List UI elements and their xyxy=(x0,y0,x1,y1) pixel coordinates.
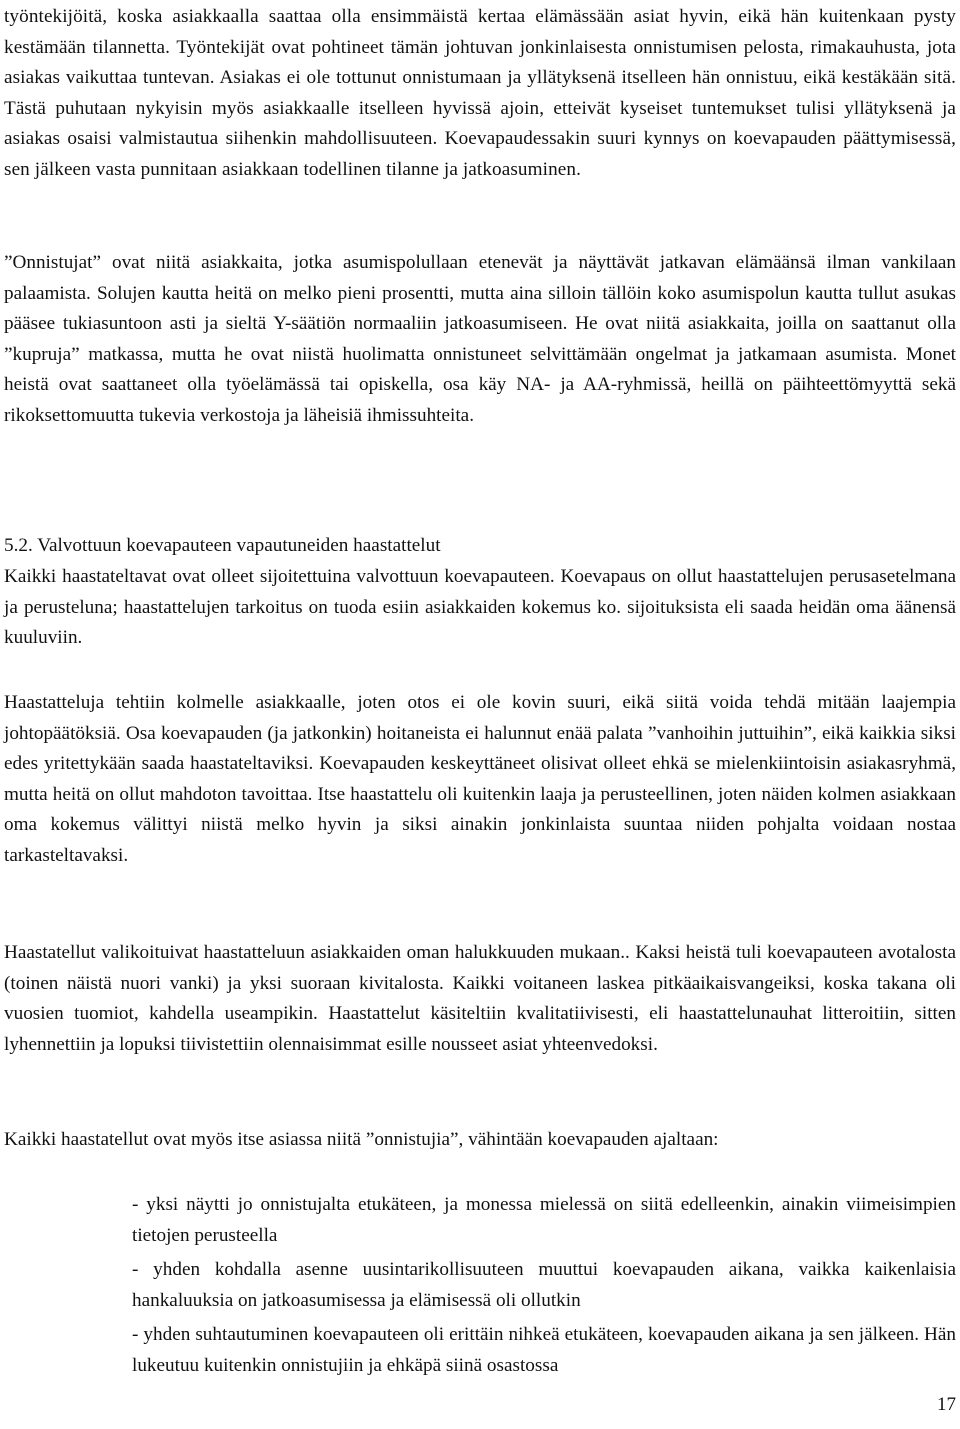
interviewee-list xyxy=(132,1190,956,1386)
list-item: - yhden kohdalla asenne uusintarikollisuuteen muuttui koevapauden aikana, vaikka kaikenlaisia hankaluuksia on jatkoasumisessa ja elämisessä oli ollutkin xyxy=(132,1259,956,1311)
body-paragraph-onnistujat: ”Onnistujat” ovat niitä asiakkaita, jotka asumispolullaan etenevät ja näyttävät jatkavan elämäänsä ilman vankilaan palaamista. Solujen kautta heitä on melko pieni prosentti, mutta aina silloin tällöin koko asumispolun kautta tullut asukas pääsee tukiasuntoon asti ja sieltä Y-säätiön normaaliin jatkoasumiseen. He ovat niitä asiakkaita, joilla on saattanut olla ”kupruja” matkassa, mutta he ovat niistä huolimatta onnistuneet selvittämään ongelmat ja jatkamaan asumista. Monet heistä ovat saattaneet olla työelämässä tai opiskella, osa käy NA- ja AA-ryhmissä, heillä on päihteettömyyttä sekä rikoksettomuutta tukevia verkostoja ja läheisiä ihmissuhteita. xyxy=(4,252,956,426)
body-paragraph-1: työntekijöitä, koska asiakkaalla saattaa olla ensimmäistä kertaa elämässään asiat hyvin, eikä hän kuitenkaan pysty kestämään tilannetta. Työntekijät ovat pohtineet tämän johtuvan jonkinlaisesta onnistumisen pelosta, rimakauhusta, jota asiakas vaikuttaa tuntevan. Asiakas ei ole tottunut onnistumaan ja yllätyksenä itselleen hän onnistuu, eikä kestäkään sitä. Tästä puhutaan nykyisin myös asiakkaalle itselleen hyvissä ajoin, etteivät kyseiset tuntemukset tulisi yllätyksenä ja asiakas osaisi valmistautua siihenkin mahdollisuuteen. Koevapaudessakin suuri kynnys on koevapauden päättymisessä, sen jälkeen vasta punnitaan asiakkaan todellinen tilanne ja jatkoasuminen. xyxy=(4,6,956,180)
page-number: 17 xyxy=(937,1394,956,1415)
body-paragraph-selection: Haastatellut valikoituivat haastatteluun asiakkaiden oman halukkuuden mukaan.. Kaksi heistä tuli koevapauteen avotalosta (toinen näistä nuori vanki) ja yksi suoraan kivitalosta. Kaikki voitaneen laskea pitkäaikaisvangeiksi, koska takana oli vuosien tuomiot, kahdella useampikin. Haastattelut käsiteltiin kvalitatiivisesti, eli haastattelunauhat litteroitiin, sitten lyhennettiin ja lopuksi tiivistettiin olennaisimmat esille nousseet asiat yhteenvedoksi. xyxy=(4,942,956,1055)
list-item: - yhden suhtautuminen koevapauteen oli erittäin nihkeä etukäteen, koevapauden aikana ja sen jälkeen. Hän lukeutuu kuitenkin onnistujiin ja ehkäpä siinä osastossa xyxy=(132,1324,956,1376)
body-paragraph-interviews: Haastatteluja tehtiin kolmelle asiakkaalle, joten otos ei ole kovin suuri, eikä siitä voida tehdä mitään laajempia johtopäätöksiä. Osa koevapauden (ja jatkonkin) hoitaneista ei halunnut enää palata ”vanhoihin juttuihin”, eikä kaikkia siksi edes yritettykään saada haastateltaviksi. Koevapauden keskeyttäneet olisivat olleet ehkä se mielenkiintoisin asiakasryhmä, mutta heitä on ollut mahdoton tavoittaa. Itse haastattelu oli kuitenkin laaja ja perusteellinen, joten näiden kolmen asiakkaan oma kokemus välittyi niistä melko hyvin ja siksi ainakin jonkinlaista suuntaa niiden pohjalta voidaan nostaa tarkasteltavaksi. xyxy=(4,692,956,866)
section-heading: 5.2. Valvottuun koevapauteen vapautuneiden haastattelut xyxy=(4,535,441,556)
body-paragraph-summary-intro: Kaikki haastatellut ovat myös itse asiassa niitä ”onnistujia”, vähintään koevapauden ajaltaan: xyxy=(4,1129,719,1150)
list-item: - yksi näytti jo onnistujalta etukäteen, ja monessa mielessä on siitä edelleenkin, ainakin viimeisimpien tietojen perusteella xyxy=(132,1194,956,1246)
body-paragraph-interviewees: Kaikki haastateltavat ovat olleet sijoitettuina valvottuun koevapauteen. Koevapaus on ollut haastattelujen perusasetelmana ja perusteluna; haastattelujen tarkoitus on tuoda esiin asiakkaiden kokemus ko. sijoituksista eli saada heidän oma äänensä kuuluviin. xyxy=(4,566,956,649)
